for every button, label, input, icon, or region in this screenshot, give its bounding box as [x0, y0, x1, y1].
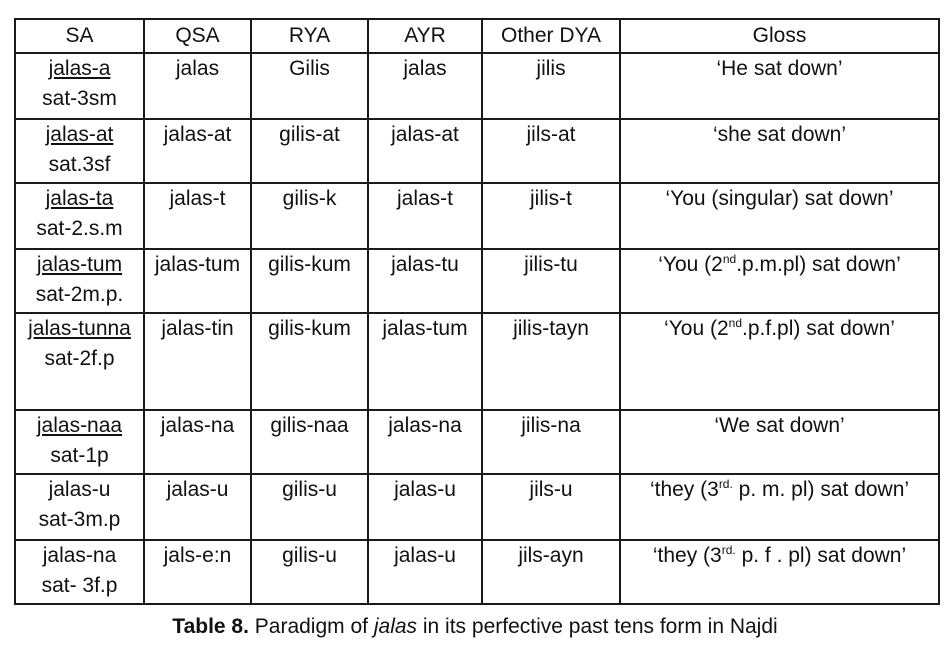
sa-form: jalas-at	[45, 123, 114, 146]
sa-form: jalas-u	[48, 478, 111, 501]
header-sa: SA	[15, 19, 144, 53]
sa-cell	[15, 474, 144, 540]
table-row	[15, 249, 939, 313]
sa-morph-gloss: sat-3m.p	[38, 508, 121, 531]
other-dya-cell: jilis-tu	[482, 249, 620, 313]
gloss-text: ‘they (3	[652, 544, 722, 567]
qsa-cell: jalas-at	[144, 119, 251, 183]
table-caption	[0, 612, 950, 642]
sa-cell	[15, 410, 144, 474]
sa-form: jalas-tum	[36, 253, 123, 276]
gloss-cell	[620, 53, 939, 119]
qsa-cell: jalas-na	[144, 410, 251, 474]
gloss-cell	[620, 183, 939, 249]
ayr-cell: jalas-tu	[368, 249, 482, 313]
rya-cell: gilis-kum	[251, 313, 368, 410]
other-dya-cell: jilis	[482, 53, 620, 119]
paradigm-table	[14, 18, 940, 605]
header-ayr: AYR	[368, 19, 482, 53]
rya-cell: gilis-at	[251, 119, 368, 183]
table-row	[15, 474, 939, 540]
ayr-cell: jalas	[368, 53, 482, 119]
gloss-cell	[620, 119, 939, 183]
other-dya-cell: jils-u	[482, 474, 620, 540]
gloss-text: ‘You (2	[664, 317, 729, 340]
other-dya-cell: jilis-t	[482, 183, 620, 249]
gloss-text: ‘You (singular) sat down’	[665, 187, 894, 210]
gloss-superscript: rd.	[718, 477, 733, 491]
ayr-cell: jalas-tum	[368, 313, 482, 410]
table-row	[15, 119, 939, 183]
gloss-cell	[620, 249, 939, 313]
rya-cell: gilis-u	[251, 540, 368, 604]
gloss-text: ‘We sat down’	[714, 414, 845, 437]
sa-morph-gloss: sat-2f.p	[44, 347, 115, 370]
qsa-cell: jalas	[144, 53, 251, 119]
table-row	[15, 183, 939, 249]
ayr-cell: jalas-u	[368, 474, 482, 540]
sa-morph-gloss: sat-1p	[50, 444, 109, 467]
header-row	[15, 19, 939, 53]
qsa-cell: jalas-tum	[144, 249, 251, 313]
gloss-text-tail: .p.f.pl) sat down’	[742, 317, 895, 340]
sa-form: jalas-tunna	[28, 317, 131, 340]
rya-cell: gilis-k	[251, 183, 368, 249]
sa-cell	[15, 540, 144, 604]
other-dya-cell: jilis-na	[482, 410, 620, 474]
sa-form: jalas-ta	[45, 187, 114, 210]
sa-morph-gloss: sat.3sf	[48, 153, 111, 176]
gloss-cell	[620, 474, 939, 540]
table-row	[15, 410, 939, 474]
gloss-text: ‘He sat down’	[716, 57, 843, 80]
sa-morph-gloss: sat- 3f.p	[41, 574, 118, 597]
sa-form: jalas-a	[48, 57, 111, 80]
other-dya-cell: jils-ayn	[482, 540, 620, 604]
sa-morph-gloss: sat-2.s.m	[36, 217, 123, 240]
header-gloss: Gloss	[620, 19, 939, 53]
sa-cell	[15, 249, 144, 313]
table-row	[15, 540, 939, 604]
header-rya: RYA	[251, 19, 368, 53]
header-qsa: QSA	[144, 19, 251, 53]
qsa-cell: jalas-u	[144, 474, 251, 540]
gloss-text: ‘she sat down’	[712, 123, 847, 146]
gloss-superscript: rd.	[721, 543, 736, 557]
sa-form: jalas-naa	[36, 414, 123, 437]
caption-label: Table 8.	[172, 615, 249, 638]
gloss-text-tail: p. f . pl) sat down’	[735, 544, 907, 567]
qsa-cell: jalas-t	[144, 183, 251, 249]
other-dya-cell: jilis-tayn	[482, 313, 620, 410]
gloss-cell	[620, 313, 939, 410]
sa-cell	[15, 53, 144, 119]
rya-cell: gilis-kum	[251, 249, 368, 313]
ayr-cell: jalas-na	[368, 410, 482, 474]
rya-cell: gilis-naa	[251, 410, 368, 474]
ayr-cell: jalas-u	[368, 540, 482, 604]
other-dya-cell: jils-at	[482, 119, 620, 183]
sa-morph-gloss: sat-3sm	[42, 87, 117, 110]
table-row	[15, 53, 939, 119]
ayr-cell: jalas-t	[368, 183, 482, 249]
gloss-text-tail: .p.m.pl) sat down’	[736, 253, 901, 276]
gloss-cell	[620, 540, 939, 604]
caption-text: Paradigm of	[248, 615, 374, 638]
rya-cell: gilis-u	[251, 474, 368, 540]
gloss-text: ‘You (2	[658, 253, 723, 276]
gloss-superscript: nd	[722, 252, 737, 266]
sa-morph-gloss: sat-2m.p.	[35, 283, 124, 306]
caption-italic-term: jalas	[373, 615, 418, 638]
table-row	[15, 313, 939, 410]
sa-cell	[15, 183, 144, 249]
gloss-superscript: nd	[728, 316, 743, 330]
sa-cell	[15, 313, 144, 410]
gloss-cell	[620, 410, 939, 474]
sa-form: jalas-na	[42, 544, 117, 567]
caption-text-tail: in its perfective past tens form in Najdi	[417, 615, 778, 638]
gloss-text: ‘they (3	[649, 478, 719, 501]
qsa-cell: jalas-tin	[144, 313, 251, 410]
sa-cell	[15, 119, 144, 183]
ayr-cell: jalas-at	[368, 119, 482, 183]
gloss-text-tail: p. m. pl) sat down’	[732, 478, 910, 501]
rya-cell: Gilis	[251, 53, 368, 119]
qsa-cell: jals-e:n	[144, 540, 251, 604]
header-other-dya: Other DYA	[482, 19, 620, 53]
